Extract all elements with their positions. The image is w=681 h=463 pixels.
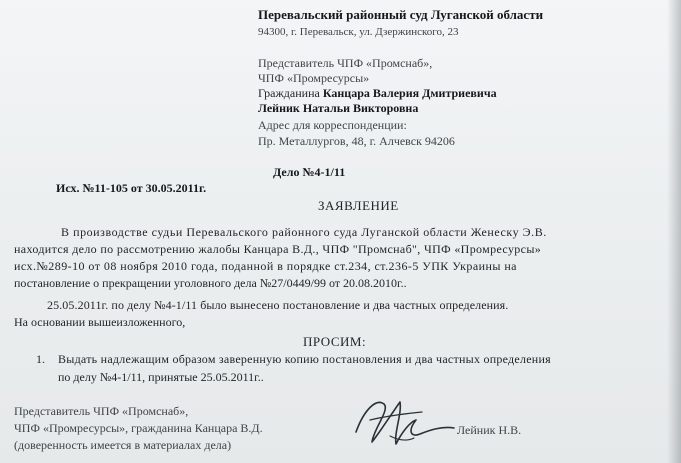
request-item-line-2: по делу №4-1/11, принятые 25.05.2011г.. [58, 370, 264, 384]
request-item-number: 1. [36, 352, 45, 366]
representative-line-2: ЧПФ «Промресурсы» [258, 71, 370, 85]
signer-name: Лейник Н.В. [457, 423, 522, 437]
page-edge-shadow [667, 0, 681, 463]
document-title: ЗАЯВЛЕНИЕ [318, 198, 399, 213]
citizen-prefix: Гражданина [258, 86, 320, 100]
signature-block-line-1: Представитель ЧПФ «Промснаб», [14, 404, 189, 418]
paragraph-1-line-3: исх.№289-10 от 08 ноября 2010 года, поданной в порядке ст.234, ст.236-5 УПК Украины на [14, 259, 517, 273]
representative-line-1: Представитель ЧПФ «Промснаб», [258, 56, 433, 70]
court-name: Перевальский районный суд Луганской области [258, 7, 544, 22]
paragraph-1-line-2: находится дело по рассмотрению жалобы Канцара В.Д., ЧПФ "Промснаб", ЧПФ «Промресурсы» [14, 242, 542, 256]
prosim-heading: ПРОСИМ: [303, 334, 367, 349]
signature-block-line-3: (доверенность имеется в материалах дела) [14, 438, 232, 452]
handwritten-signature [350, 392, 460, 452]
citizen-line [258, 87, 497, 99]
paragraph-2: 25.05.2011г. по делу №4-1/11 было вынесено постановление и два частных определения. [47, 298, 509, 312]
second-person: Лейник Натальи Викторовна [258, 101, 419, 115]
correspondence-address: Пр. Металлургов, 48, г. Алчевск 94206 [258, 134, 455, 148]
case-number: Дело №4-1/11 [273, 165, 346, 179]
request-item-line-1: Выдать надлежащим образом заверенную копию постановления и два частных определения [58, 352, 551, 366]
paragraph-1-line-1: В производстве судьи Перевальского районного суда Луганской области Женеску Э.В. [61, 225, 547, 239]
court-address: 94300, г. Перевальск, ул. Дзержинского, 23 [258, 26, 459, 38]
signature-block-line-2: ЧПФ «Промресурсы», гражданина Канцара В.Д. [14, 421, 263, 435]
paragraph-3: На основании вышеизложенного, [14, 315, 186, 329]
correspondence-label: Адрес для корреспонденции: [258, 118, 407, 132]
citizen-name: Канцара Валерия Дмитриевича [322, 86, 497, 100]
outgoing-number: Исх. №11-105 от 30.05.2011г. [56, 181, 207, 195]
paragraph-1-line-4: постановление о прекращении уголовного дела №27/0449/99 от 20.08.2010г.. [14, 276, 407, 290]
